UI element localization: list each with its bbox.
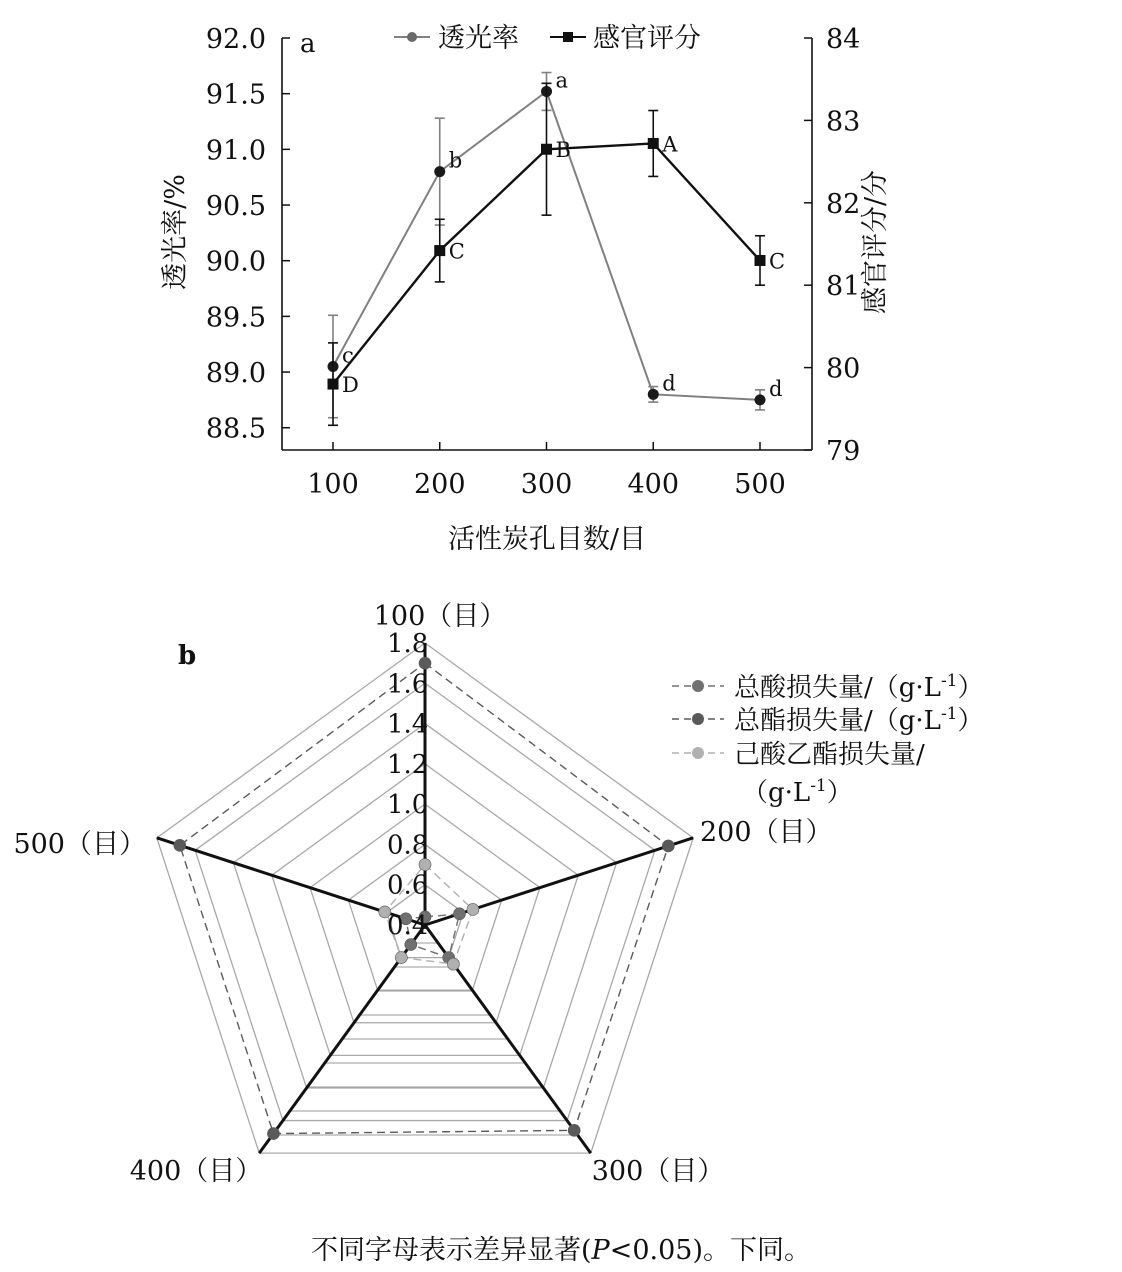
significance-label: d [769,376,783,401]
left-tick-label: 88.5 [205,413,266,445]
legend-marker-acid [692,680,704,692]
chart-series [328,68,786,425]
radar-data-point [662,840,674,852]
legend-marker-circle [407,32,417,42]
radar-data-point [174,839,186,851]
radar-tick-label: 1.0 [387,790,429,821]
radar-axis-label: 100（目） [373,601,507,632]
legend-label-ester: 总酯损失量$/(g\cdot L^{-1})$ [734,704,984,736]
legend-label-sensory: 感官评分 [593,23,701,54]
y2-axis-title: 感官评分/分 [860,169,891,315]
y-axis-title: 透光率/% [160,174,191,290]
radar-data-point [467,903,479,915]
panel-label-b: b [178,641,197,671]
radar-tick-label: 0.4 [387,911,429,941]
radar-tick-label: 1.8 [387,629,429,659]
legend-label-acid: 总酸损失量$/(g\cdot L^{-1})$ [734,671,984,703]
legend-marker-square [563,32,573,42]
data-point-square [434,245,445,256]
right-tick-label: 84 [826,24,861,55]
radar-tick-label: 0.6 [387,870,429,901]
radar-chart-panel [13,601,983,1187]
panel-label-a: a [300,29,316,59]
x-tick-label: 200 [413,469,466,500]
significance-label: D [342,373,359,398]
significance-label: c [342,343,354,368]
significance-label: A [662,132,678,157]
figure-caption: 不同字母表示差异显著(P<0.05)。下同。 [311,1235,811,1266]
legend-label-transmittance: 透光率 [438,23,519,54]
radar-data-point [267,1128,279,1140]
data-point-circle [434,166,445,177]
x-tick-label: 500 [734,469,786,500]
left-tick-label: 89.0 [205,358,266,390]
data-point-square [541,144,552,155]
data-point-square [755,255,766,266]
x-axis-title: 活性炭孔目数/目 [447,524,647,555]
x-tick-label: 100 [307,469,359,500]
significance-label: b [448,148,463,173]
legend-label-hexanoate: 己酸乙酯损失量/ [734,740,925,770]
data-point-circle [648,389,659,400]
legend [394,23,701,54]
significance-label: C [448,239,465,264]
left-tick-label: 90.0 [205,246,266,278]
left-tick-label: 92.0 [205,24,266,55]
significance-label: a [555,68,569,93]
data-point-square [648,138,659,149]
left-tick-label: 91.0 [205,135,266,167]
x-tick-label: 300 [520,469,573,500]
right-tick-label: 79 [826,436,861,467]
radar-axis-label: 400（目） [129,1156,263,1187]
right-tick-label: 83 [826,106,861,138]
radar-tick-label: 1.6 [387,669,429,700]
right-tick-label: 82 [826,188,861,220]
radar-data-point [568,1124,580,1136]
radar-axis-label: 500（目） [13,829,146,860]
line-chart-panel [160,23,891,555]
legend-marker-hexanoate [692,747,704,759]
radar-axis-label: 300（目） [591,1156,725,1187]
data-point-circle [755,394,766,405]
left-tick-label: 89.5 [205,302,266,334]
radar-data-point [453,908,465,920]
left-tick-label: 90.5 [205,191,266,223]
radar-legend [672,671,984,808]
radar-tick-label: 1.4 [387,709,429,740]
data-point-square [328,379,339,390]
radar-axis-label: 200（目） [700,817,833,848]
radar-tick-label: 0.8 [387,830,429,861]
radar-labels [13,601,832,1187]
significance-label: B [555,138,571,163]
left-tick-label: 91.5 [205,79,266,111]
right-tick-label: 80 [826,353,861,385]
radar-tick-label: 1.2 [387,749,429,780]
significance-label: C [769,249,786,274]
significance-label: d [662,371,676,396]
right-tick-label: 81 [826,271,861,303]
legend-label-hexanoate-unit: $(g\cdot L^{-1})$ [742,776,853,808]
legend-marker-ester [692,713,704,725]
radar-data-point [447,958,459,970]
radar-data-point [395,952,407,964]
x-tick-label: 400 [627,469,680,500]
